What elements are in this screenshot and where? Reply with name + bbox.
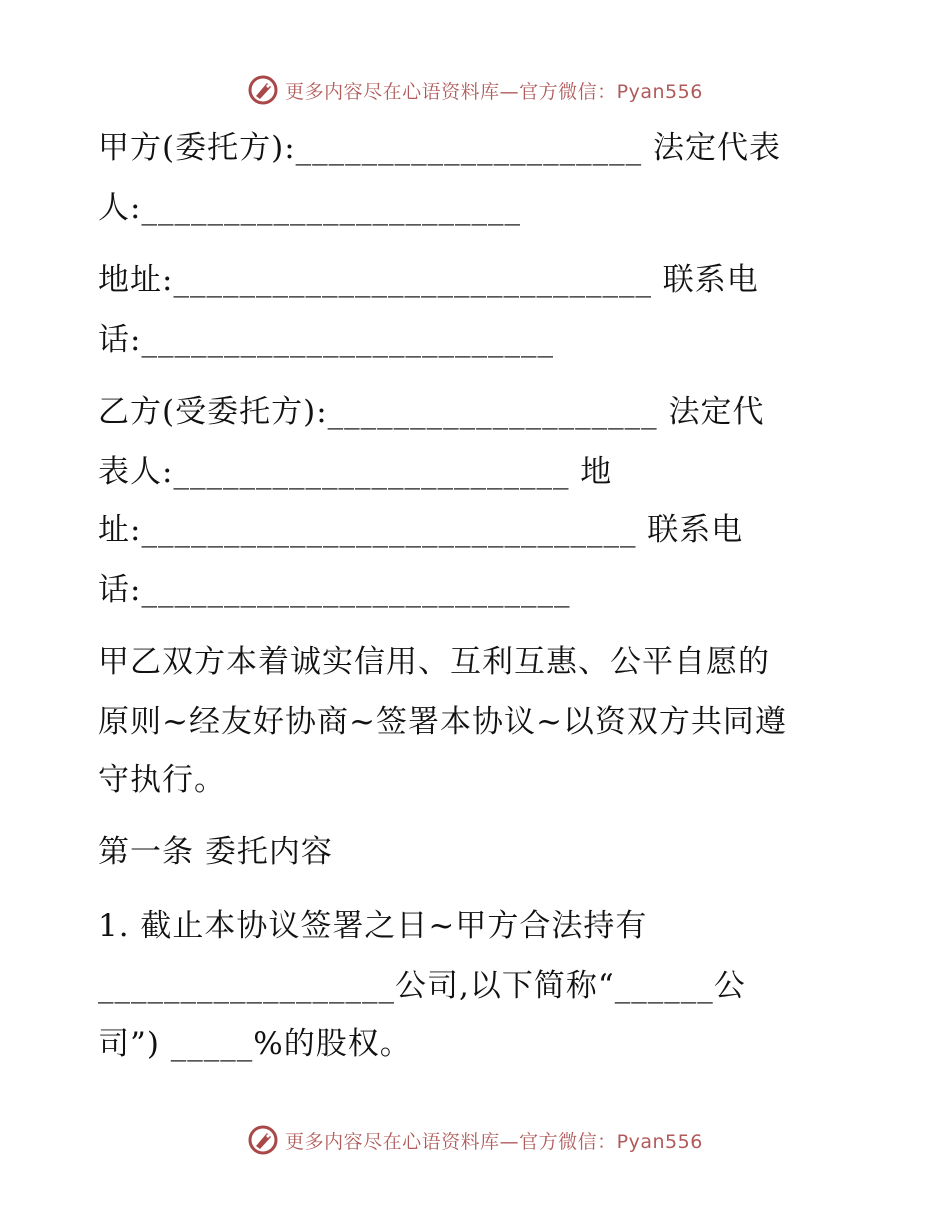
article-one-heading: 第一条 委托内容	[98, 834, 333, 870]
party-b-line: 乙方(受委托方):____________________ 法定代	[98, 394, 765, 430]
preamble-line-1: 甲乙双方本着诚实信用、互利互惠、公平自愿的	[98, 644, 770, 680]
watermark-header	[0, 70, 950, 110]
watermark-text: 更多内容尽在心语资料库—官方微信：Pyan556	[285, 80, 703, 103]
clause-1-line-2: __________________公司,以下简称“______公	[98, 968, 746, 1004]
party-a-line: 甲方(委托方):_____________________ 法定代表	[98, 130, 781, 166]
party-b-rep-line: 表人:________________________ 地	[98, 454, 613, 490]
party-b-phone-line: 话:__________________________	[98, 572, 571, 608]
party-b-address-line: 址:______________________________ 联系电	[98, 512, 744, 548]
party-a-address-line: 地址:_____________________________ 联系电	[98, 262, 759, 298]
watermark-text: 更多内容尽在心语资料库—官方微信：Pyan556	[285, 1130, 703, 1153]
clause-1-line-1: 1. 截止本协议签署之日~甲方合法持有	[98, 908, 648, 944]
preamble-line-3: 守执行。	[98, 762, 226, 798]
pen-nib-seal-icon	[247, 74, 279, 106]
party-a-phone-line: 话:_________________________	[98, 322, 554, 358]
watermark-footer	[0, 1120, 950, 1160]
party-a-rep-line: 人:_______________________	[98, 190, 521, 226]
clause-1-line-3: 司”) _____%的股权。	[98, 1026, 412, 1062]
preamble-line-2: 原则~经友好协商~签署本协议~以资双方共同遵	[98, 704, 787, 740]
pen-nib-seal-icon	[247, 1124, 279, 1156]
